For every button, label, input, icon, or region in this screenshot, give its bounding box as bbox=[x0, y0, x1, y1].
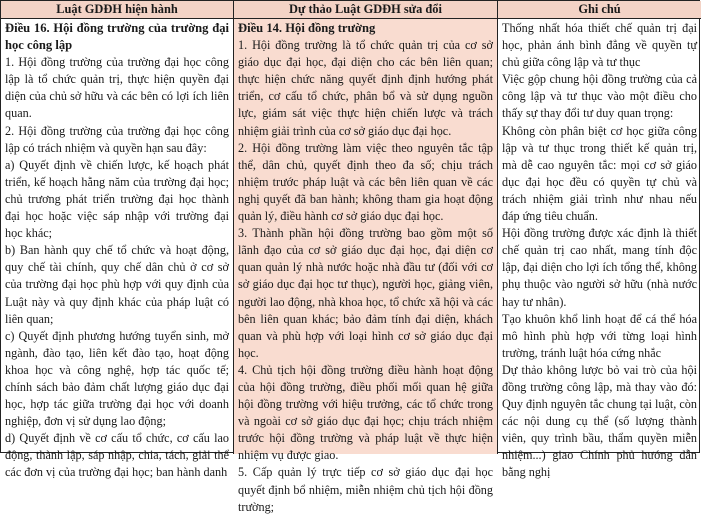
header-current-law: Luật GDĐH hiện hành bbox=[1, 1, 234, 19]
current-law-article-title: Điều 16. Hội đồng trường của trường đại học công lập bbox=[5, 21, 229, 53]
current-law-cell bbox=[1, 19, 234, 480]
current-law-paragraph: d) Quyết định về cơ cấu tổ chức, cơ cấu lao động, thành lập, sáp nhập, chia, tách, giải thể các đơn vị của trường đại học; ban hành danh bbox=[5, 431, 229, 480]
notes-paragraph: Tạo khuôn khổ linh hoạt để cá thể hóa mô hình phù hợp với từng loại hình trường, tránh luật hóa cứng nhắc bbox=[502, 311, 697, 360]
draft-law-paragraph: 2. Hội đồng trường làm việc theo nguyên tắc tập thể, dân chủ, quyết định theo đa số; chịu trách nhiệm trước pháp luật và các bên liên quan về các nghị quyết đã ban hành; không tham gia hoạt động quản lý, điều hành cơ sở giáo dục đại học. bbox=[238, 140, 493, 224]
draft-law-paragraph: 1. Hội đồng trường là tổ chức quản trị của cơ sở giáo dục đại học, đại diện cho các bên liên quan; thực hiện chức năng quyết định định hướng phát triển, cơ cấu tổ chức, phân bổ và sử dụng nguồn lực, giám sát việc thực hiện chiến lược và trách nhiệm giải trình của cơ sở giáo dục đại học. bbox=[238, 38, 493, 138]
draft-law-cell bbox=[234, 19, 498, 514]
draft-law-paragraph: 5. Cấp quản lý trực tiếp cơ sở giáo dục đại học quyết định bổ nhiệm, miễn nhiệm chủ tịch hội đồng trường; bbox=[238, 465, 493, 514]
notes-paragraph: Dự thảo không lược bỏ vai trò của hội đồng trường công lập, mà thay vào đó: Quy định nguyên tắc chung tại luật, còn các nội dung cụ thể (số lượng thành viên, quy trình bầu, thẩm quyền miễn nhiệm...) giao Chính phủ hướng dẫn bằng nghị bbox=[502, 362, 697, 480]
draft-law-paragraph: 3. Thành phần hội đồng trường bao gồm một số lãnh đạo của cơ sở giáo dục đại học, đại diện cơ quan quản lý nhà nước hoặc nhà đầu tư (đối với cơ sở giáo dục đại học tư thục), người học, giảng viên, người lao động, nhà khoa học, tổ chức xã hội và các bên liên quan khác; bảo đảm tính đại diện, khách quan và phù hợp với loại hình cơ sở giáo dục đại học. bbox=[238, 226, 493, 360]
notes-paragraph: Việc gộp chung hội đồng trường của cả công lập và tư thục vào một điều cho thấy sự thay đổi tư duy quan trọng: bbox=[502, 72, 697, 121]
current-law-paragraph: a) Quyết định về chiến lược, kế hoạch phát triển, kế hoạch hằng năm của trường đại học; chủ trương phát triển trường đại học thành đại học hoặc việc sáp nhập với trường đại học khác; bbox=[5, 157, 229, 241]
draft-law-paragraph: 4. Chủ tịch hội đồng trường điều hành hoạt động của hội đồng trường, điều phối mối quan hệ giữa hội đồng trường với hiệu trưởng, các tổ chức trong và ngoài cơ sở giáo dục đại học; chịu trách nhiệm trước hội đồng trường và pháp luật về thực hiện nhiệm vụ được giao. bbox=[238, 362, 493, 463]
notes-cell bbox=[498, 19, 701, 480]
current-law-paragraph: 1. Hội đồng trường của trường đại học công lập là tổ chức quản trị, thực hiện quyền đại diện của chủ sở hữu và các bên có lợi ích liên quan. bbox=[5, 55, 229, 121]
current-law-paragraph: b) Ban hành quy chế tổ chức và hoạt động, quy chế tài chính, quy chế dân chủ ở cơ sở của trường đại học phù hợp với quy định của Luật này và quy định khác của pháp luật có liên quan; bbox=[5, 243, 229, 326]
notes-paragraph: Thống nhất hóa thiết chế quản trị đại học, phản ánh bình đẳng về quyền tự chủ giữa công lập và tư thục bbox=[502, 21, 697, 70]
notes-paragraph: Không còn phân biệt cơ học giữa công lập và tư thục trong thiết kế quản trị, mà dễ cao nguyên tắc: mọi cơ sở giáo dục đại học đều có quyền tự chủ và trách nhiệm giải trình như nhau nếu đáp ứng tiêu chuẩn. bbox=[502, 123, 697, 224]
header-draft-law: Dự thảo Luật GDĐH sửa đổi bbox=[234, 1, 498, 19]
current-law-paragraph: 2. Hội đồng trường của trường đại học công lập có trách nhiệm và quyền hạn sau đây: bbox=[5, 123, 229, 155]
draft-law-article-title: Điều 14. Hội đồng trường bbox=[238, 21, 376, 35]
header-notes: Ghi chú bbox=[498, 1, 701, 19]
current-law-paragraph: c) Quyết định phương hướng tuyển sinh, mở ngành, đào tạo, liên kết đào tạo, hoạt động khoa học và công nghệ, hợp tác quốc tế; chính sách bảo đảm chất lượng giáo dục đại học, hợp tác giữa trường đại học với doanh nghiệp, đơn vị sử dụng lao động; bbox=[5, 328, 229, 429]
notes-paragraph: Hội đồng trường được xác định là thiết chế quản trị cao nhất, mang tính độc lập, đại diện cho lợi ích tổng thể, không phụ thuộc vào người sở hữu (nhà nước hay tư nhân). bbox=[502, 226, 697, 309]
